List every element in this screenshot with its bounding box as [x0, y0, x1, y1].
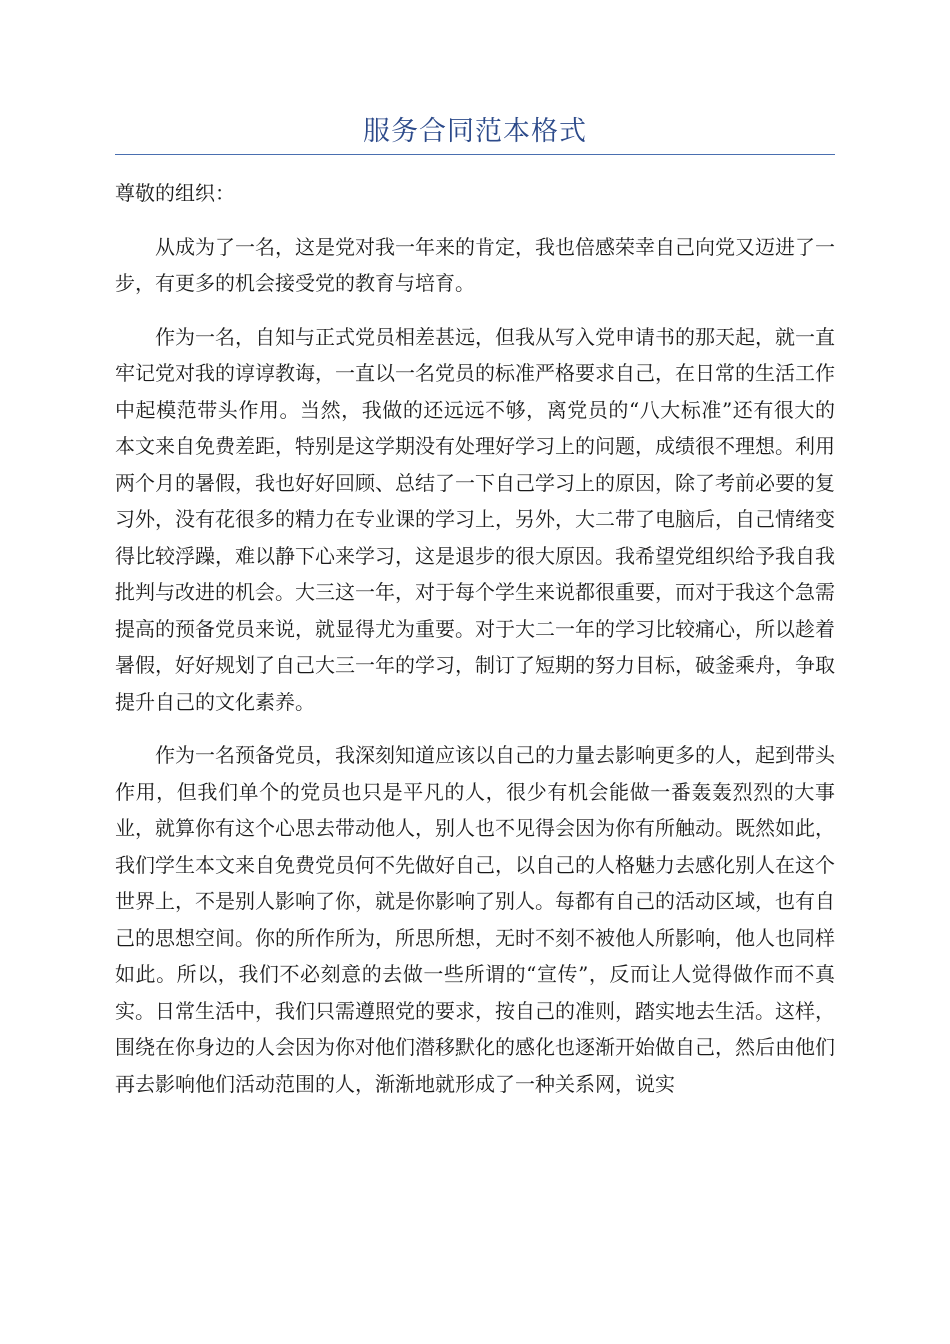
paragraph-1: 从成为了一名，这是党对我一年来的肯定，我也倍感荣幸自己向党又迈进了一步，有更多的机会接受党的教育与培育。 [115, 234, 835, 295]
salutation: 尊敬的组织： [115, 181, 235, 205]
title-underline [115, 154, 835, 155]
document-title: 服务合同范本格式 [363, 116, 587, 147]
document-body [115, 175, 835, 1119]
paragraph-2: 作为一名，自知与正式党员相差甚远，但我从写入党申请书的那天起，就一直牢记党对我的谆谆教诲，一直以一名党员的标准严格要求自己，在日常的生活工作中起模范带头作用。当然，我做的还远远不够，离党员的“八大标准”还有很大的本文来自免费差距，特别是这学期没有处理好学习上的问题，成绩很不理想。利用两个月的暑假，我也好好回顾、总结了一下自己学习上的原因，除了考前必要的复习外，没有花很多的精力在专业课的学习上，另外，大二带了电脑后，自己情绪变得比较浮躁，难以静下心来学习，这是退步的很大原因。我希望党组织给予我自我批判与改进的机会。大三这一年，对于每个学生来说都很重要，而对于我这个急需提高的预备党员来说，就显得尤为重要。对于大二一年的学习比较痛心，所以趁着暑假，好好规划了自己大三一年的学习，制订了短期的努力目标，破釜乘舟，争取提升自己的文化素养。 [115, 324, 835, 714]
paragraph-3: 作为一名预备党员，我深刻知道应该以自己的力量去影响更多的人，起到带头作用，但我们单个的党员也只是平凡的人，很少有机会能做一番轰轰烈烈的大事业，就算你有这个心思去带动他人，别人也不见得会因为你有所触动。既然如此，我们学生本文来自免费党员何不先做好自己，以自己的人格魅力去感化别人在这个世界上，不是别人影响了你，就是你影响了别人。每都有自己的活动区域，也有自己的思想空间。你的所作所为，所思所想，无时不刻不被他人所影响，他人也同样如此。所以，我们不必刻意的去做一些所谓的“宣传”，反而让人觉得做作而不真实。日常生活中，我们只需遵照党的要求，按自己的准则，踏实地去生活。这样，围绕在你身边的人会因为你对他们潜移默化的感化也逐渐开始做自己，然后由他们再去影响他们活动范围的人，渐渐地就形成了一种关系网，说实 [115, 743, 835, 1096]
